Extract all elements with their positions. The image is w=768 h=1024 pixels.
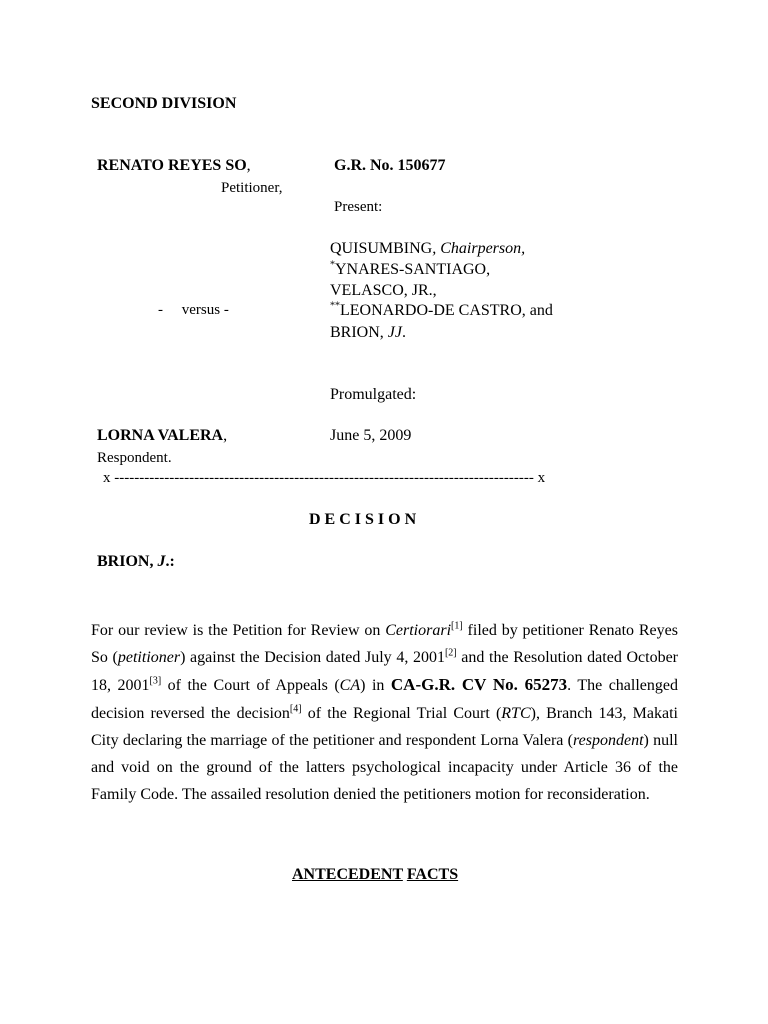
justice-2-name: YNARES-SANTIAGO, (335, 261, 491, 278)
body-text: ), Branch 143, Makati City declaring the marriage of the petitioner and respondent Lorna Valera ( (91, 704, 679, 749)
promulgated-label: Promulgated: (330, 386, 417, 403)
ponente-end: .: (165, 553, 175, 570)
section-heading-word-1: ANTECEDENT (292, 866, 403, 883)
justice-line-4 (330, 302, 553, 320)
justice-line-1 (330, 240, 525, 258)
justice-5-title: JJ (387, 324, 402, 341)
respondent-italic: respondent (573, 731, 644, 749)
footnote-mark-double: ** (330, 300, 340, 312)
body-text: For our review is the Petition for Review on (91, 622, 386, 639)
footnote-ref-4[interactable]: [4] (289, 703, 302, 715)
caption-separator: x ------------------------------------------------------------------------------------ x (103, 470, 546, 486)
body-text: . The challenged decision reversed the decision (91, 677, 678, 722)
petitioner-line (97, 157, 251, 175)
section-heading-word-2: FACTS (406, 866, 459, 883)
ca-italic: CA (339, 677, 361, 695)
justice-line-3: VELASCO, JR., (330, 282, 437, 299)
ponente-title: J (157, 553, 166, 570)
division-heading: SECOND DIVISION (91, 95, 237, 112)
body-text: of the Court of Appeals ( (161, 677, 340, 695)
respondent-comma: , (223, 427, 228, 444)
petitioner-italic: petitioner (117, 649, 181, 667)
justice-1-title: , Chairperson, (432, 240, 526, 257)
respondent-name: LORNA VALERA (97, 427, 224, 444)
present-label: Present: (334, 199, 383, 215)
respondent-line (97, 427, 227, 445)
opening-paragraph (91, 617, 678, 808)
petitioner-name: RENATO REYES SO (97, 157, 247, 174)
body-text: ) against the Decision dated July 4, 2001 (180, 649, 445, 667)
body-text: and the Resolution dated October 18, 2001 (91, 649, 679, 695)
footnote-ref-2[interactable]: [2] (444, 647, 457, 659)
justice-4-name: LEONARDO-DE CASTRO, and (340, 302, 553, 319)
justice-5-name: BRION, (330, 324, 388, 341)
promulgated-date: June 5, 2009 (330, 427, 412, 444)
case-number: CA-G.R. CV No. 65273 (390, 675, 568, 695)
footnote-ref-3[interactable]: [3] (149, 676, 162, 688)
footnote-mark-single: * (330, 259, 335, 271)
section-heading (292, 866, 458, 884)
gr-number: G.R. No. 150677 (334, 157, 446, 174)
petitioner-role: Petitioner, (221, 180, 283, 196)
ponente-line (97, 553, 175, 571)
body-text: ) in (360, 677, 391, 695)
justice-5-end: . (401, 324, 406, 341)
footnote-ref-1[interactable]: [1] (451, 620, 463, 632)
justice-line-2 (330, 261, 490, 279)
body-text: of the Regional Trial Court ( (301, 704, 502, 722)
respondent-role: Respondent. (97, 450, 172, 466)
ponente-name: BRION, (97, 553, 158, 570)
petitioner-comma: , (246, 157, 251, 174)
certiorari-italic: Certiorari (385, 622, 452, 639)
rtc-italic: RTC (501, 704, 531, 722)
body-text: filed by petitioner Renato Reyes So ( (91, 622, 678, 667)
decision-heading: D E C I S I O N (309, 511, 417, 528)
body-text: ) null and void on the ground of the latters psychological incapacity under Article 36 of the Family Code. The assailed resolution denied the petitioners motion for reconsideration. (91, 731, 678, 804)
justice-line-5 (330, 324, 406, 342)
versus-label: - versus - (158, 302, 229, 318)
justice-1-name: QUISUMBING (330, 240, 433, 257)
